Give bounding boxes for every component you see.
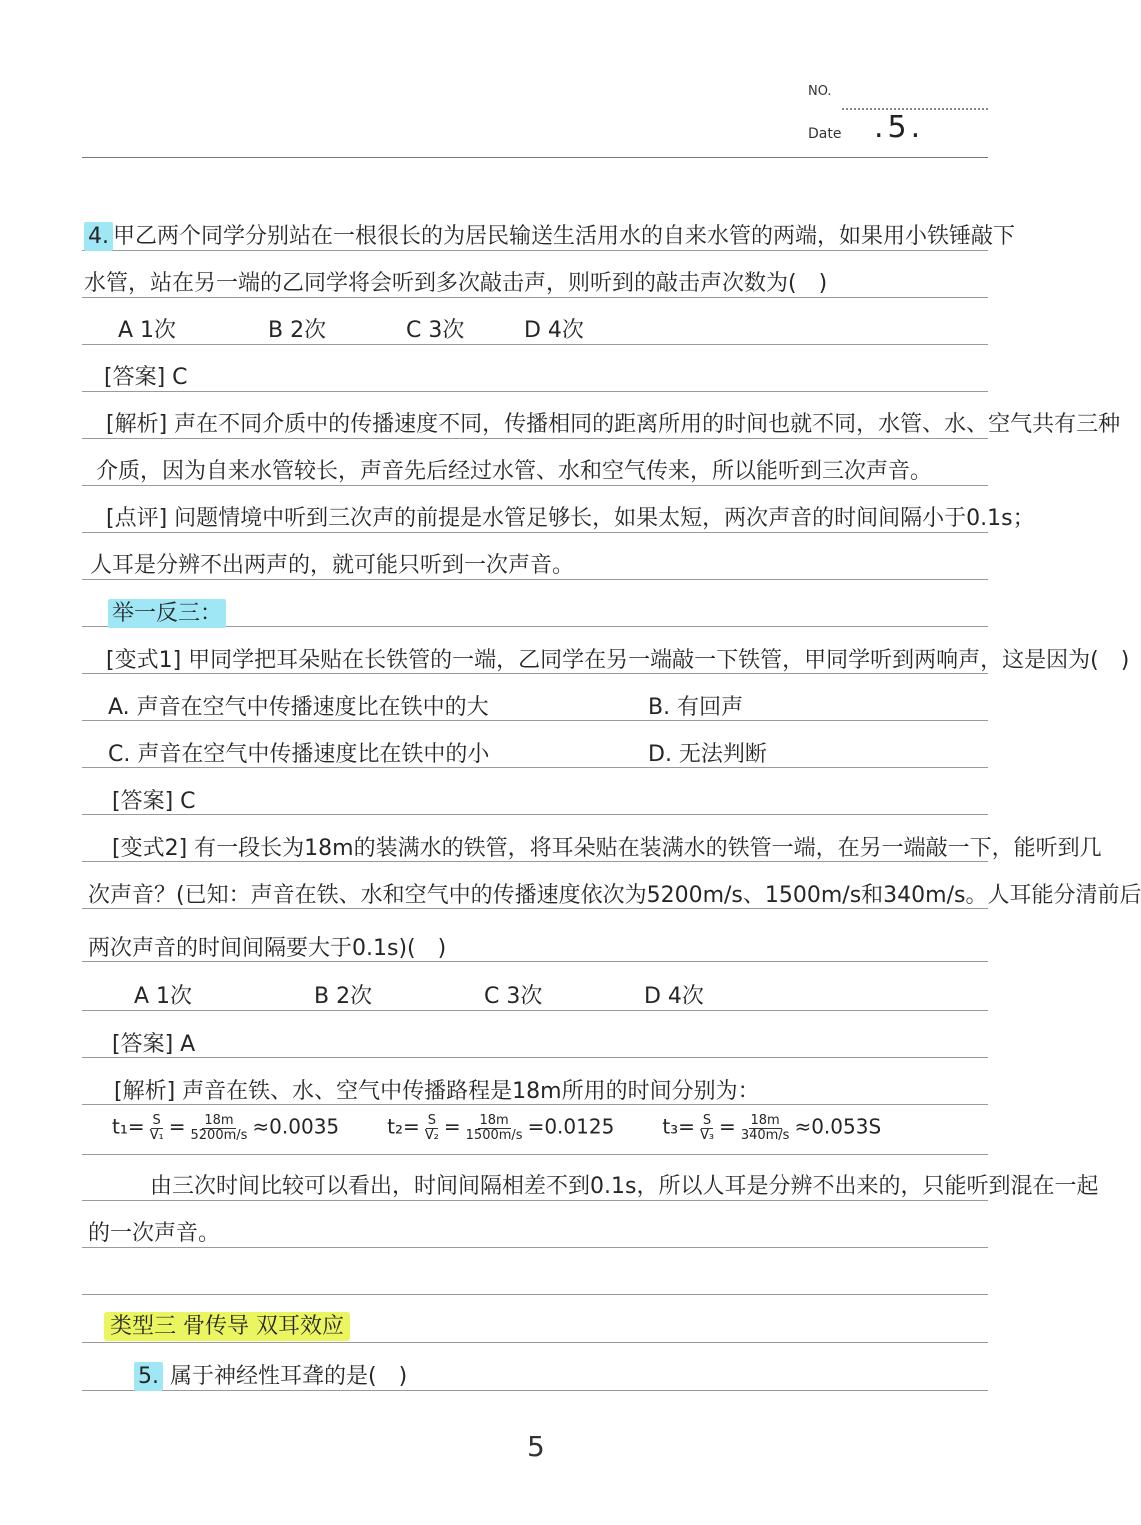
ruled-line	[82, 344, 988, 345]
ruled-line	[82, 391, 988, 392]
var1-option-d: D. 无法判断	[648, 742, 767, 767]
ruled-line	[82, 1200, 988, 1201]
section-jyfs: 举一反三：	[108, 603, 1012, 625]
ruled-line	[82, 1057, 988, 1058]
type3-heading: 类型三 骨传导 双耳效应	[104, 1316, 1008, 1338]
no-label: NO.	[808, 84, 832, 99]
ruled-line	[82, 297, 988, 298]
ruled-line	[82, 961, 988, 962]
var1-option-a: A. 声音在空气中传播速度比在铁中的大	[108, 695, 489, 720]
ruled-line	[82, 579, 988, 580]
ruled-line	[82, 767, 988, 768]
page-number: 5	[527, 1430, 545, 1463]
equation-t2: t₂= $\frac{S}{\text{V₂}}$ = $\frac{18m}{1500m/s}$ =0.0125	[387, 1113, 615, 1143]
var2-equations	[112, 1114, 992, 1154]
ruled-line	[82, 532, 988, 533]
ruled-line	[82, 720, 988, 721]
q4-number: 4.	[84, 222, 113, 251]
q5-line	[134, 1366, 1038, 1388]
q4-analysis-1: [解析] 声在不同介质中的传播速度不同，传播相同的距离所用的时间也就不同，水管、水、空气共有三种	[106, 412, 1121, 437]
var2-conclusion-1: 由三次时间比较可以看出，时间间隔相差不到0.1s，所以人耳是分辨不出来的，只能听到混在一起	[150, 1174, 1099, 1199]
var2-option-d: D 4次	[644, 984, 704, 1009]
q4-comment-1: [点评] 问题情境中听到三次声的前提是水管足够长，如果太短，两次声音的时间间隔小于0.1s；	[106, 506, 1035, 531]
var2-conclusion-2: 的一次声音。	[88, 1221, 221, 1246]
var2-option-b: B 2次	[314, 984, 373, 1009]
q4-option-b: B 2次	[268, 318, 327, 343]
ruled-line	[82, 1294, 988, 1295]
q4-options	[118, 320, 718, 342]
ruled-line	[82, 908, 988, 909]
q5-number: 5.	[134, 1362, 163, 1391]
ruled-line	[82, 861, 988, 862]
ruled-line	[82, 438, 988, 439]
ruled-line	[82, 814, 988, 815]
date-value: .5.	[874, 110, 925, 145]
var2-line-3: 两次声音的时间间隔要大于0.1s)( )	[88, 936, 447, 961]
ruled-line	[82, 1154, 988, 1155]
var2-analysis: [解析] 声音在铁、水、空气中传播路程是18m所用的时间分别为：	[114, 1079, 760, 1104]
q4-comment-2: 人耳是分辨不出两声的，就可能只听到一次声音。	[90, 553, 575, 578]
q4-option-a: A 1次	[118, 318, 177, 343]
var1-stem: [变式1] 甲同学把耳朵贴在长铁管的一端，乙同学在另一端敲一下铁管，甲同学听到两响声，这是因为( )	[106, 648, 1130, 673]
equation-t1: t₁= $\frac{S}{\text{V₁}}$ = $\frac{18m}{5200m/s}$ ≈0.0035	[112, 1113, 340, 1143]
ruled-line	[82, 1010, 988, 1011]
q4-line-2: 水管，站在另一端的乙同学将会听到多次敲击声，则听到的敲击声次数为( )	[84, 271, 828, 296]
q5-text: 属于神经性耳聋的是( )	[170, 1364, 408, 1389]
q4-option-d: D 4次	[524, 318, 584, 343]
equation-t3: t₃= $\frac{S}{\text{V₃}}$ = $\frac{18m}{340m/s}$ ≈0.053S	[662, 1113, 882, 1143]
ruled-line	[82, 1104, 988, 1105]
q4-analysis-2: 介质，因为自来水管较长，声音先后经过水管、水和空气传来，所以能听到三次声音。	[96, 459, 933, 484]
var2-option-a: A 1次	[134, 984, 193, 1009]
q4-line-1: 4. 甲乙两个同学分别站在一根很长的为居民输送生活用水的自来水管的两端，如果用小铁锤敲下	[84, 226, 988, 248]
ruled-line	[82, 673, 988, 674]
var2-options	[134, 986, 774, 1008]
header-rule	[82, 157, 988, 158]
ruled-line	[82, 1247, 988, 1248]
var1-option-b: B. 有回声	[648, 695, 744, 720]
ruled-line	[82, 250, 988, 251]
date-label: Date	[808, 126, 842, 142]
var1-option-c: C. 声音在空气中传播速度比在铁中的小	[108, 742, 490, 767]
ruled-line	[82, 1390, 988, 1391]
var2-line-1: [变式2] 有一段长为18m的装满水的铁管，将耳朵贴在装满水的铁管一端，在另一端敲一下，能听到几	[112, 836, 1102, 861]
q4-answer: [答案] C	[104, 365, 188, 390]
ruled-line	[82, 485, 988, 486]
var2-line-2: 次声音？(已知：声音在铁、水和空气中的传播速度依次为5200m/s、1500m/s和340m/s。人耳能分清前后	[88, 883, 1141, 908]
var2-option-c: C 3次	[484, 984, 543, 1009]
q4-option-c: C 3次	[406, 318, 465, 343]
ruled-line	[82, 1342, 988, 1343]
var2-answer: [答案] A	[112, 1032, 196, 1057]
var1-answer: [答案] C	[112, 789, 196, 814]
